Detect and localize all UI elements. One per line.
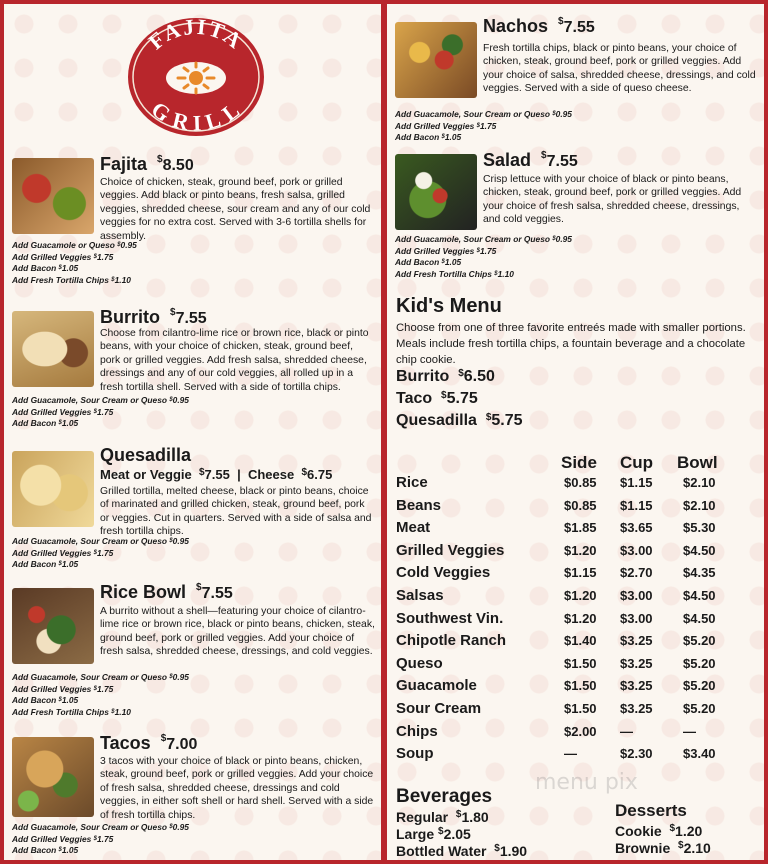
addon: Add Guacamole, Sour Cream or Queso $0.95 <box>12 395 189 405</box>
sides-row-side-price: $1.20 <box>564 542 597 558</box>
addon: Add Grilled Veggies $1.75 <box>12 833 114 844</box>
kids-item: Burrito $6.50 <box>396 368 495 385</box>
addon: Add Guacamole, Sour Cream or Queso $0.95 <box>12 822 189 832</box>
item-name: Fajita <box>100 154 148 174</box>
sides-row <box>396 474 756 496</box>
addon: Add Grilled Veggies $1.75 <box>12 406 114 417</box>
sides-row <box>396 632 756 654</box>
addon: Add Fresh Tortilla Chips $1.10 <box>12 274 131 285</box>
sides-row-bowl-price: $5.20 <box>683 633 716 649</box>
addon: Add Bacon $1.05 <box>12 845 79 856</box>
sides-row-cup-price: $3.25 <box>620 701 653 716</box>
addon: Add Bacon $1.05 <box>12 559 79 570</box>
item-price: 8.50 <box>162 157 194 174</box>
item-description: Crisp lettuce with your choice of black or pinto beans, chicken, steak, ground beef, pork or grilled veggies. Add your choice of fresh salsa, shredded cheese, dressings, and cold veggies. <box>483 174 742 226</box>
addon: Add Fresh Tortilla Chips $1.10 <box>395 268 514 279</box>
sides-row-cup-price: $3.25 <box>620 633 653 649</box>
sides-row-bowl-price: $2.10 <box>683 475 716 490</box>
sides-row-side-price: $1.40 <box>564 633 597 649</box>
sides-header-cup: Cup <box>620 453 654 472</box>
dessert-item: Brownie $2.10 <box>615 840 711 856</box>
salad-photo <box>395 154 477 230</box>
addon: Add Fresh Tortilla Chips $1.10 <box>12 706 131 717</box>
sides-row <box>396 497 756 519</box>
sides-row-side-price: $0.85 <box>564 475 597 490</box>
nachos-photo <box>395 22 477 98</box>
sides-row-cup-price: $3.00 <box>620 610 653 626</box>
sides-row <box>396 655 756 677</box>
sides-row-cup-price: $3.65 <box>620 520 653 536</box>
addon: Add Grilled Veggies $1.75 <box>395 245 497 256</box>
fajita-photo <box>12 158 94 234</box>
sides-row-bowl-price: — <box>683 723 696 739</box>
sides-row-name: Queso <box>396 654 443 672</box>
sides-row-side-price: $1.20 <box>564 610 597 626</box>
item-description: Choice of chicken, steak, ground beef, pork or grilled veggies. Add black or pinto beans, fresh salsa, grilled veggies, shredded cheese, sour cream and any of our cold veggies for no extra cost. Served with 3-6 tortilla shells for assembly. <box>100 177 371 242</box>
beverage-item: Bottled Water $1.90 <box>396 843 528 859</box>
addon: Add Grilled Veggies $1.75 <box>12 251 114 262</box>
sides-row-side-price: $0.85 <box>564 497 597 513</box>
sides-row-side-price: $1.50 <box>564 701 597 716</box>
quesadilla-photo <box>12 451 94 527</box>
addons-list <box>395 234 572 280</box>
sides-row-name: Chipotle Ranch <box>396 632 507 650</box>
sides-row-bowl-price: $3.40 <box>683 746 716 762</box>
addon: Add Guacamole, Sour Cream or Queso $0.95 <box>395 234 572 244</box>
sides-row-bowl-price: $4.50 <box>683 588 716 603</box>
sides-header-side: Side <box>561 453 597 472</box>
sides-row-side-price: — <box>564 746 577 762</box>
logo-line1: FAJITA <box>143 16 249 55</box>
sides-row-side-price: $1.50 <box>564 655 597 671</box>
sides-row-side-price: $1.50 <box>564 678 597 694</box>
desserts-title: Desserts <box>615 801 687 820</box>
left-menu-panel: FAJITA GRILL Fajita $8.50 Choice of chicken, steak, ground beef, pork or grilled veggies. Add black or pinto beans, fresh salsa, grilled veggies, shredded cheese, sour cream and any of our cold veggies for no extra cost. Served with 3-6 tortilla shells for assembly. Add Guacamole or Queso $0.95 Add Grilled Veggies $1.75 Add Bacon $1.05 Add Fresh Tortilla Chips $1.10 Burrito $7.55 Choose from cilantro-lime rice or brown rice, black or pinto beans, with your choice of chicken, steak, ground beef, pork or grilled veggies. Add fresh salsa, shredded cheese, dressings and any of our cold veggies, all rolled up in a fresh tortilla shell. Served with a side of tortilla chips. Add Guacamole, Sour Cream or Queso $0.95 Add Grilled Veggies $1.75 Add Bacon $1.05 Quesadilla Meat or Veggie $7.55 | Cheese $6.75 Grilled tortilla, melted cheese, black or pinto beans, choice of marinated and grilled chicken, steak, ground beef, pork or veggies. Cut in quarters. Served with a side of salsa and fresh tortilla chips. Add Guacamole, Sour Cream or Queso $0.95 Add Grilled Veggies $1.75 Add Bacon $1.05 Rice Bowl $7.55 A burrito without a shell—featuring your choice of cilantro-lime rice or brown rice, black or pinto beans, chicken, steak, ground beef, pork or grilled veggies. Add your choice of fresh salsa, shredded cheese, dressings, and cold veggies. Add Guacamole, Sour Cream or Queso $0.95 Add Grilled Veggies $1.75 Add Bacon $1.05 Add Fresh Tortilla Chips $1.10 Tacos $7.00 3 tacos with your choice of black or pinto beans, chicken, steak, ground beef, pork or grilled veggies. Add your choice of fresh salsa, shredded cheese, dressings and cold veggies, in either soft shell or hard shell. Served with a side of fresh tortilla chips. Add Guacamole, Sour Cream or Queso $0.95 Add Grilled Veggies $1.75 Add Bacon $1.05 <box>4 4 381 860</box>
sides-row-name: Soup <box>396 745 434 763</box>
addon: Add Bacon $1.05 <box>12 263 79 274</box>
fajita-grill-logo <box>126 16 266 138</box>
sides-row-name: Guacamole <box>396 677 477 695</box>
sides-row-cup-price: $1.15 <box>620 475 653 490</box>
item-description: Fresh tortilla chips, black or pinto beans, your choice of chicken, steak, ground beef, pork or grilled veggies. Add your choice of salsa, shredded cheese, dressings, and cold veggies. Served with a side of queso cheese. <box>483 43 756 95</box>
sides-row <box>396 519 756 541</box>
sides-row-bowl-price: $2.10 <box>683 497 716 513</box>
sides-row-name: Beans <box>396 496 442 514</box>
item-description: 3 tacos with your choice of black or pinto beans, chicken, steak, ground beef, pork or grilled veggies. Add your choice of fresh salsa, shredded cheese, dressings and cold veggies, in either soft shell or hard shell. Served with a side of fresh tortilla chips. <box>100 756 374 821</box>
kids-item: Quesadilla $5.75 <box>396 412 523 429</box>
logo-line2: GRILL <box>146 96 246 136</box>
addon: Add Bacon $1.05 <box>395 257 462 268</box>
addons-list <box>12 536 189 571</box>
kids-item: Taco $5.75 <box>396 390 478 407</box>
addon: Add Bacon $1.05 <box>12 418 79 429</box>
sides-row-bowl-price: $5.20 <box>683 701 716 716</box>
beverage-item: Large $2.05 <box>396 826 471 842</box>
sides-row-side-price: $1.85 <box>564 520 597 536</box>
sides-row-cup-price: $3.25 <box>620 678 653 694</box>
rice-bowl-photo <box>12 588 94 664</box>
kids-menu-description: Choose from one of three favorite entreés made with smaller portions. Meals include fresh tortilla chips, a fountain beverage and a chocolate chip cookie. <box>396 322 746 366</box>
sides-row <box>396 610 756 632</box>
quesadilla-options: Meat or Veggie $7.55 | Cheese $6.75 <box>100 467 333 482</box>
sides-row-bowl-price: $4.50 <box>683 542 716 558</box>
sides-row <box>396 677 756 699</box>
addon: Add Grilled Veggies $1.75 <box>12 683 114 694</box>
right-menu-panel: Nachos $7.55 Fresh tortilla chips, black or pinto beans, your choice of chicken, steak, ground beef, pork or grilled veggies. Add your choice of salsa, shredded cheese, dressings, and cold veggies. Served with a side of queso cheese. Add Guacamole, Sour Cream or Queso $0.95 Add Grilled Veggies $1.75 Add Bacon $1.05 Salad $7.55 Crisp lettuce with your choice of black or pinto beans, chicken, steak, ground beef, pork or grilled veggies. Add your choice of fresh salsa, shredded cheese, dressings, and cold veggies. Add Guacamole, Sour Cream or Queso $0.95 Add Grilled Veggies $1.75 Add Bacon $1.05 Add Fresh Tortilla Chips $1.10 Kid's Menu Choose from one of three favorite entreés made with smaller portions. Meals include fresh tortilla chips, a fountain beverage and a chocolate chip cookie. Burrito $6.50 Taco $5.75 Quesadilla $5.75 Side Cup Bowl Rice $0.85 $1.15 $2.10 Beans $0.85 $1.15 $2.10 Meat $1.85 $3.65 $5.30 Grilled Veggies $1.20 $3.00 $4.50 Cold Veggies $1.15 $2.70 $4.35 Salsas $1.20 $3.00 $4.50 Southwest Vin. $1.20 $3.00 $4.50 Chipotle Ranch $1.40 $3.25 $5.20 Queso $1.50 $3.25 $5.20 Guacamole $1.50 $3.25 $5.20 Sour Cream $1.50 $3.25 $5.20 Chips $2.00 — — Soup — $2.30 $3.40 menu pix Beverages Regular $1.80 Large $2.05 Bottled Water $1.90 Desserts Cookie $1.20 Brownie $2.10 <box>387 4 764 860</box>
sides-row-name: Chips <box>396 722 438 740</box>
sides-row-name: Salsas <box>396 587 444 604</box>
sides-row-bowl-price: $5.20 <box>683 678 716 694</box>
sides-row <box>396 587 756 609</box>
addon: Add Bacon $1.05 <box>12 695 79 706</box>
sides-row-name: Grilled Veggies <box>396 541 505 559</box>
sides-row-cup-price: $3.00 <box>620 588 653 603</box>
sides-row-bowl-price: $4.35 <box>683 565 716 581</box>
sides-row-cup-price: $2.30 <box>620 746 653 762</box>
addon: Add Grilled Veggies $1.75 <box>395 120 497 131</box>
sides-row-bowl-price: $4.50 <box>683 610 716 626</box>
sides-row <box>396 700 756 722</box>
addon: Add Guacamole, Sour Cream or Queso $0.95 <box>395 109 572 119</box>
sides-row-cup-price: $1.15 <box>620 497 653 513</box>
sides-row-side-price: $2.00 <box>564 723 597 739</box>
item-description: Choose from cilantro-lime rice or brown rice, black or pinto beans, with your choice of chicken, steak, ground beef, pork or grilled veggies. Add fresh salsa, shredded cheese, dressings and any of our cold veggies, all rolled up in a fresh tortilla shell. Served with a side of tortilla chips. <box>100 328 369 393</box>
beverage-item: Regular $1.80 <box>396 809 489 825</box>
watermark: menu pix <box>535 770 638 795</box>
kids-menu-title: Kid's Menu <box>396 295 502 317</box>
addon: Add Guacamole or Queso $0.95 <box>12 240 137 250</box>
sides-row <box>396 745 756 767</box>
sides-row-bowl-price: $5.20 <box>683 655 716 671</box>
item-description: A burrito without a shell—featuring your choice of cilantro-lime rice or brown rice, black or pinto beans, chicken, steak, ground beef, pork or grilled veggies. Add your choice of fresh salsa, shredded cheese, dressings, and cold veggies. <box>100 606 375 658</box>
sides-row-name: Cold Veggies <box>396 564 491 582</box>
sides-row-bowl-price: $5.30 <box>683 520 716 536</box>
addons-list <box>12 395 189 430</box>
sides-row-name: Meat <box>396 519 431 537</box>
addon: Add Guacamole, Sour Cream or Queso $0.95 <box>12 672 189 682</box>
sides-row-cup-price: $2.70 <box>620 565 653 581</box>
sides-row-cup-price: $3.25 <box>620 655 653 671</box>
addons-list <box>12 240 137 286</box>
sides-row-cup-price: — <box>620 723 633 739</box>
sides-row-name: Southwest Vin. <box>396 609 504 627</box>
sides-row <box>396 723 756 745</box>
beverages-title: Beverages <box>396 786 493 807</box>
sides-header-bowl: Bowl <box>677 453 718 472</box>
addons-list <box>12 672 189 718</box>
sides-row-cup-price: $3.00 <box>620 542 653 558</box>
tacos-photo <box>12 737 94 817</box>
item-description: Grilled tortilla, melted cheese, black or pinto beans, choice of marinated and grilled chicken, steak, ground beef, pork or veggies. Cut in quarters. Served with a side of salsa and fresh tortilla chips. <box>100 486 372 538</box>
burrito-photo <box>12 311 94 387</box>
addon: Add Grilled Veggies $1.75 <box>12 547 114 558</box>
sides-row-name: Sour Cream <box>396 700 482 717</box>
addons-list <box>395 109 572 144</box>
sides-row-name: Rice <box>396 474 428 491</box>
addon: Add Bacon $1.05 <box>395 132 462 143</box>
addon: Add Guacamole, Sour Cream or Queso $0.95 <box>12 536 189 546</box>
sides-row <box>396 564 756 586</box>
addons-list <box>12 822 189 857</box>
dessert-item: Cookie $1.20 <box>615 823 703 839</box>
sides-row <box>396 542 756 564</box>
sides-row-side-price: $1.20 <box>564 588 597 603</box>
sides-row-side-price: $1.15 <box>564 565 597 581</box>
